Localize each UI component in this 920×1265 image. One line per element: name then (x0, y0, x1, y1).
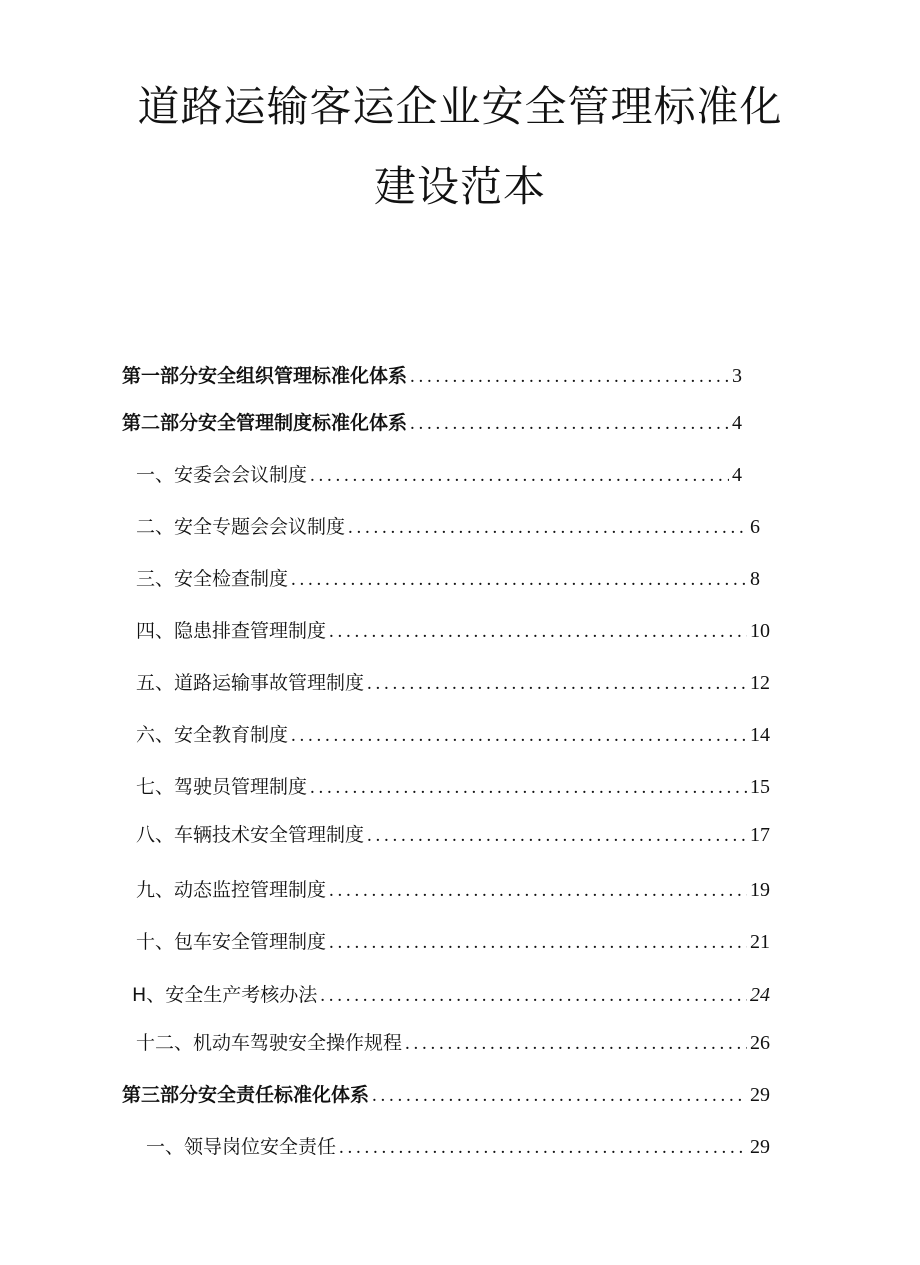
toc-entry-label: 十二、机动车驾驶安全操作规程 (136, 1032, 403, 1054)
toc-dot-leader (291, 567, 747, 593)
toc-dot-leader (372, 1083, 747, 1109)
toc-dot-leader (367, 823, 747, 849)
toc-dot-leader (410, 364, 729, 390)
toc-page-number: 4 (732, 464, 742, 486)
toc-dot-leader (348, 515, 747, 541)
toc-entry-label: 八、车辆技术安全管理制度 (136, 824, 365, 846)
toc-entry-label: 第三部分安全责任标准化体系 (122, 1084, 370, 1106)
toc-dot-leader (329, 619, 747, 645)
toc-dot-leader (310, 463, 729, 489)
toc-entry-label: 一、安委会会议制度 (136, 464, 308, 486)
toc-entry-section[interactable] (136, 774, 770, 800)
toc-page-number: 21 (750, 931, 770, 953)
toc-page-number: 29 (750, 1084, 770, 1106)
document-title-line-2: 建设范本 (373, 162, 546, 211)
toc-entry-section[interactable] (136, 462, 742, 488)
toc-page-number: 8 (750, 568, 760, 590)
toc-entry-section[interactable] (136, 670, 770, 696)
toc-page-number: 10 (750, 620, 770, 642)
toc-entry-part-1[interactable] (122, 363, 742, 389)
toc-dot-leader (291, 723, 747, 749)
document-title-line-1: 道路运输客运企业安全管理标准化 (137, 82, 783, 131)
toc-entry-label: 五、道路运输事故管理制度 (136, 672, 365, 694)
toc-dot-leader (329, 930, 747, 956)
toc-page-number: 15 (750, 776, 770, 798)
toc-dot-leader (410, 411, 729, 437)
toc-page-number: 12 (750, 672, 770, 694)
toc-dot-leader (320, 983, 747, 1009)
toc-page-number: 26 (750, 1032, 770, 1054)
toc-entry-label: 四、隐患排查管理制度 (136, 620, 327, 642)
toc-page-number: 4 (732, 412, 742, 434)
toc-dot-leader (367, 671, 747, 697)
toc-entry-section[interactable] (136, 929, 770, 955)
toc-dot-leader (310, 775, 747, 801)
toc-page-number: 14 (750, 724, 770, 746)
toc-page-number: 17 (750, 824, 770, 846)
toc-entry-section[interactable] (136, 1030, 770, 1056)
toc-dot-leader (405, 1031, 747, 1057)
toc-entry-section[interactable] (136, 514, 760, 540)
toc-entry-section[interactable] (146, 1134, 770, 1160)
toc-entry-label: 一、领导岗位安全责任 (146, 1136, 337, 1158)
toc-page-number: 3 (732, 365, 742, 387)
toc-entry-label: 九、动态监控管理制度 (136, 879, 327, 901)
toc-entry-label: 三、安全检查制度 (136, 568, 289, 590)
toc-dot-leader (329, 878, 747, 904)
toc-entry-label: 第一部分安全组织管理标准化体系 (122, 365, 408, 387)
toc-entry-section[interactable] (136, 877, 770, 903)
toc-entry-section[interactable] (136, 722, 770, 748)
toc-entry-section[interactable] (132, 982, 770, 1008)
toc-entry-part-3[interactable] (122, 1082, 770, 1108)
toc-entry-label: 十、包车安全管理制度 (136, 931, 327, 953)
toc-entry-part-2[interactable] (122, 410, 742, 436)
toc-entry-label: H、安全生产考核办法 (132, 984, 318, 1006)
toc-entry-label: 二、安全专题会会议制度 (136, 516, 346, 538)
toc-entry-label: 七、驾驶员管理制度 (136, 776, 308, 798)
toc-entry-section[interactable] (136, 618, 770, 644)
toc-entry-label: 六、安全教育制度 (136, 724, 289, 746)
toc-page-number: 29 (750, 1136, 770, 1158)
toc-entry-section[interactable] (136, 822, 770, 848)
toc-page-number: 6 (750, 516, 760, 538)
toc-page-number: 19 (750, 879, 770, 901)
toc-entry-section[interactable] (136, 566, 760, 592)
toc-dot-leader (339, 1135, 747, 1161)
toc-entry-label: 第二部分安全管理制度标准化体系 (122, 412, 408, 434)
toc-page-number: 24 (750, 984, 770, 1006)
